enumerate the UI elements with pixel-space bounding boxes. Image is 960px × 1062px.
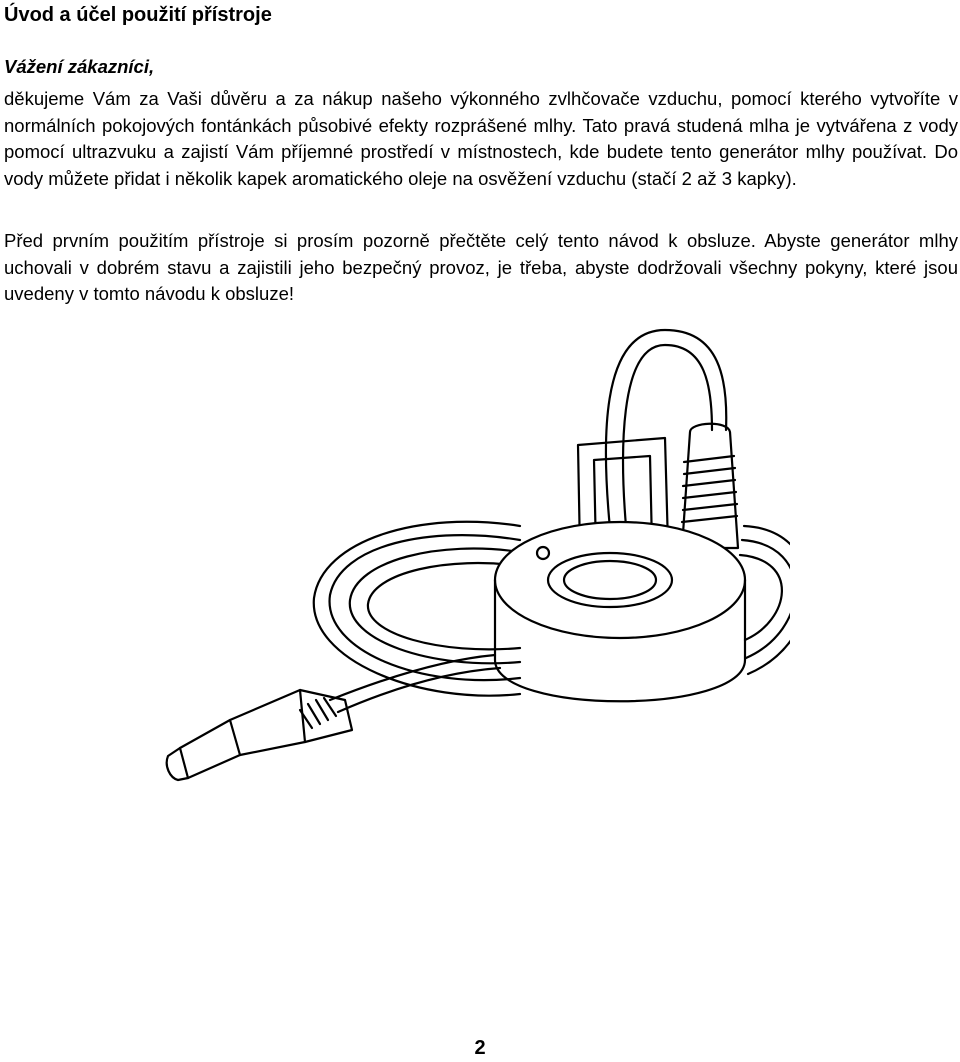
intro-paragraph: děkujeme Vám za Vaši důvěru a za nákup našeho výkonného zvlhčovače vzduchu, pomocí kterého vytvoříte v normálních pokojových fontánkách působivé efekty rozprášené mlhy. Tato pravá studená mlha je vytvářena z vody pomocí ultrazvuku a zajistí Vám příjemné prostředí v místnostech, kde budete tento generátor mlhy používat. Do vody můžete přidat i několik kapek aromatického oleje na osvěžení vzduchu (stačí 2 až 3 kapky). — [4, 88, 958, 189]
transducer-base — [495, 522, 745, 701]
strain-relief — [682, 424, 738, 548]
dc-plug — [167, 690, 352, 780]
instructions-paragraph: Před prvním použitím přístroje si prosím pozorně přečtěte celý tento návod k obsluze. Abyste generátor mlhy uchovali v dobrém stavu a zajistili jeho bezpečný provoz, je třeba, abyste dodržovali všechny pokyny, které jsou uvedeny v tomto návodu k obsluze! — [4, 230, 958, 304]
page-title: Úvod a účel použití přístroje — [4, 4, 272, 26]
mist-maker-illustration — [150, 325, 790, 795]
salutation: Vážení zákazníci, — [4, 56, 155, 77]
page-number: 2 — [474, 1037, 486, 1059]
